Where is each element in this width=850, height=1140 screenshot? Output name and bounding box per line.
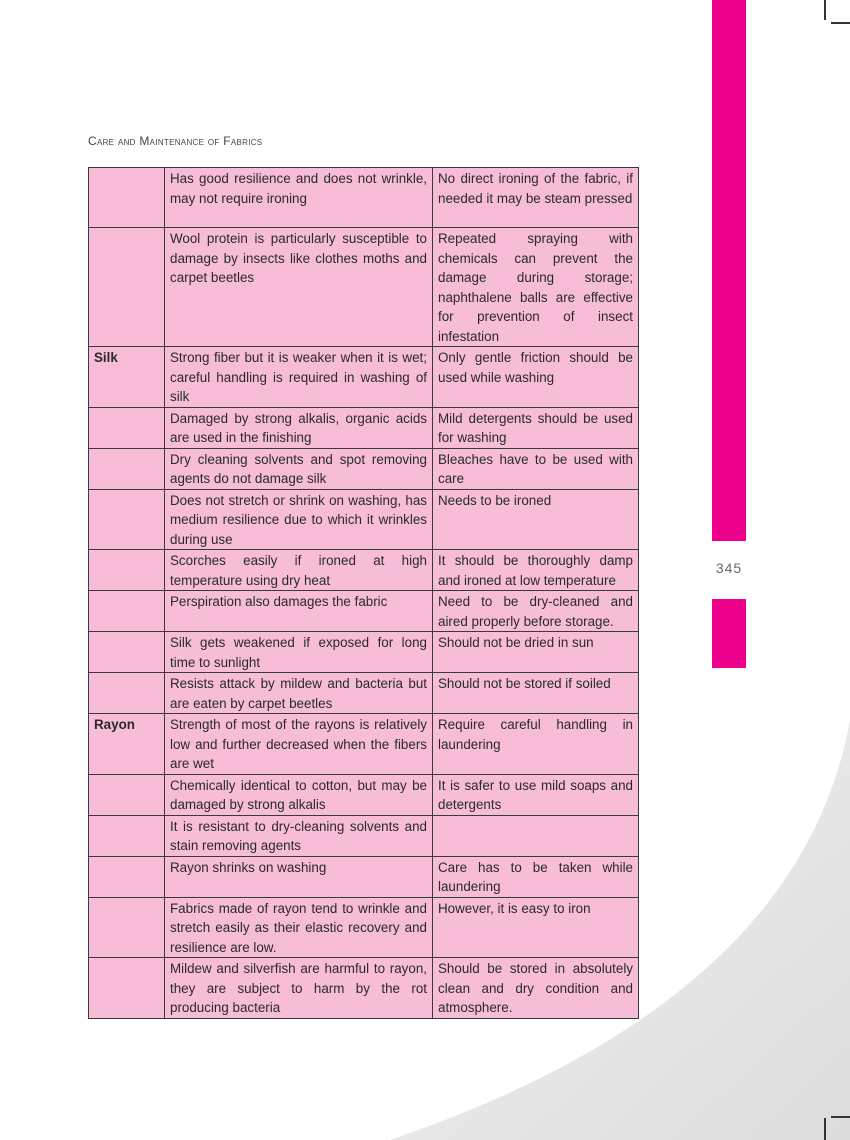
fabric-cell xyxy=(89,228,165,347)
care-cell: Care has to be taken while laundering xyxy=(433,856,639,897)
fabric-cell xyxy=(89,815,165,856)
table-row xyxy=(89,448,639,489)
property-cell: Strength of most of the rayons is relatively low and further decreased when the fibers are wet xyxy=(165,714,433,775)
property-cell: Has good resilience and does not wrinkle, may not require ironing xyxy=(165,168,433,228)
fabric-cell xyxy=(89,632,165,673)
table-row xyxy=(89,489,639,550)
property-cell: Strong fiber but it is weaker when it is wet; careful handling is required in washing of silk xyxy=(165,347,433,408)
crop-mark-top-horizontal xyxy=(831,22,850,24)
fabric-cell xyxy=(89,591,165,632)
crop-mark-bottom-horizontal xyxy=(831,1116,850,1118)
care-cell: Only gentle friction should be used while washing xyxy=(433,347,639,408)
property-cell: Dry cleaning solvents and spot removing agents do not damage silk xyxy=(165,448,433,489)
running-head: Care and Maintenance of Fabrics xyxy=(88,134,263,148)
property-cell: Wool protein is particularly susceptible to damage by insects like clothes moths and carpet beetles xyxy=(165,228,433,347)
crop-mark-top-vertical xyxy=(824,0,826,20)
property-cell: Rayon shrinks on washing xyxy=(165,856,433,897)
fabric-cell xyxy=(89,168,165,228)
side-accent-bar-bottom xyxy=(712,599,746,668)
side-accent-bar-top xyxy=(712,0,746,541)
care-cell xyxy=(433,815,639,856)
care-cell: No direct ironing of the fabric, if needed it may be steam pressed xyxy=(433,168,639,228)
fabric-cell xyxy=(89,448,165,489)
fabric-cell: Rayon xyxy=(89,714,165,775)
crop-mark-bottom-vertical xyxy=(824,1118,826,1140)
care-cell: It is safer to use mild soaps and detergents xyxy=(433,774,639,815)
fabric-cell xyxy=(89,897,165,958)
property-cell: Damaged by strong alkalis, organic acids are used in the finishing xyxy=(165,407,433,448)
table-row xyxy=(89,228,639,347)
fabric-cell xyxy=(89,774,165,815)
property-cell: Fabrics made of rayon tend to wrinkle and stretch easily as their elastic recovery and resilience are low. xyxy=(165,897,433,958)
care-cell: Should be stored in absolutely clean and dry condition and atmosphere. xyxy=(433,958,639,1019)
page-number: 345 xyxy=(715,560,743,576)
fabric-cell xyxy=(89,856,165,897)
fabric-cell xyxy=(89,489,165,550)
table-row xyxy=(89,774,639,815)
table-row xyxy=(89,591,639,632)
table-row xyxy=(89,856,639,897)
care-cell: Should not be dried in sun xyxy=(433,632,639,673)
table-row xyxy=(89,897,639,958)
care-cell: Needs to be ironed xyxy=(433,489,639,550)
care-cell: Repeated spraying with chemicals can prevent the damage during storage; naphthalene balls are effective for prevention of insect infestation xyxy=(433,228,639,347)
property-cell: It is resistant to dry-cleaning solvents and stain removing agents xyxy=(165,815,433,856)
fabric-cell: Silk xyxy=(89,347,165,408)
table-row xyxy=(89,632,639,673)
property-cell: Scorches easily if ironed at high temperature using dry heat xyxy=(165,550,433,591)
care-cell: Bleaches have to be used with care xyxy=(433,448,639,489)
table-row xyxy=(89,168,639,228)
fabric-cell xyxy=(89,673,165,714)
property-cell: Silk gets weakened if exposed for long time to sunlight xyxy=(165,632,433,673)
table-row xyxy=(89,347,639,408)
fabric-cell xyxy=(89,407,165,448)
care-cell: Mild detergents should be used for washing xyxy=(433,407,639,448)
care-table-body xyxy=(89,168,639,1019)
property-cell: Perspiration also damages the fabric xyxy=(165,591,433,632)
property-cell: Resists attack by mildew and bacteria but are eaten by carpet beetles xyxy=(165,673,433,714)
property-cell: Chemically identical to cotton, but may be damaged by strong alkalis xyxy=(165,774,433,815)
table-row xyxy=(89,714,639,775)
fabric-cell xyxy=(89,958,165,1019)
property-cell: Mildew and silverfish are harmful to rayon, they are subject to harm by the rot producing bacteria xyxy=(165,958,433,1019)
table-row xyxy=(89,958,639,1019)
table-row xyxy=(89,673,639,714)
care-cell: Should not be stored if soiled xyxy=(433,673,639,714)
care-cell: It should be thoroughly damp and ironed at low temperature xyxy=(433,550,639,591)
care-table xyxy=(88,167,639,1019)
table-row xyxy=(89,815,639,856)
table-row xyxy=(89,550,639,591)
property-cell: Does not stretch or shrink on washing, has medium resilience due to which it wrinkles during use xyxy=(165,489,433,550)
table-row xyxy=(89,407,639,448)
care-cell: Need to be dry-cleaned and aired properly before storage. xyxy=(433,591,639,632)
care-cell: However, it is easy to iron xyxy=(433,897,639,958)
care-cell: Require careful handling in laundering xyxy=(433,714,639,775)
fabric-cell xyxy=(89,550,165,591)
